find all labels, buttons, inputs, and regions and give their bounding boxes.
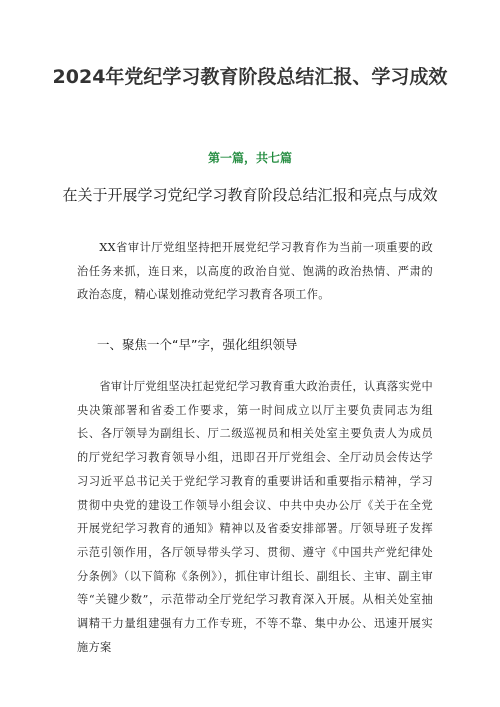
section-title: 在关于开展学习党纪学习教育阶段总结汇报和亮点与成效 bbox=[62, 186, 438, 204]
part-label: 第一篇，共七篇 bbox=[207, 151, 292, 165]
intro-paragraph: XX省审计厅党组坚持把开展党纪学习教育作为当前一项重要的政治任务来抓，连日来，以高度的政治自觉、饱满的政治热情、严肃的政治态度，精心谋划推动党纪学习教育各项工作。 bbox=[77, 241, 433, 302]
body-paragraph: 省审计厅党组坚决扛起党纪学习教育重大政治责任，认真落实党中央决策部署和省委工作要求，第一时间成立以厅主要负责同志为组长、各厅领导为副组长、厅二级巡视员和相关处室主要负责人为成员的厅党纪学习教育领导小组，迅即召开厅党组会、全厅动员会传达学习习近平总书记关于党纪学习教育的重要讲话和重要指示精神，学习贯彻中央党的建设工作领导小组会议、中共中央办公厅《关于在全党开展党纪学习教育的通知》精神以及省委安排部署。厅领导班子发挥示范引领作用，各厅领导带头学习、贯彻、遵守《中国共产党纪律处分条例》（以下简称《条例》），抓住审计组长、副组长、主审、副主审等“关键少数”，示范带动全厅党纪学习教育深入开展。从相关处室抽调精干力量组建强有力工作专班，不等不靠、集中办公、迅速开展实施方案 bbox=[77, 380, 433, 654]
section-heading-1: 一、聚焦一个“早”字，强化组织领导 bbox=[97, 337, 298, 352]
document-title: 2024年党纪学习教育阶段总结汇报、学习成效 bbox=[52, 66, 448, 88]
